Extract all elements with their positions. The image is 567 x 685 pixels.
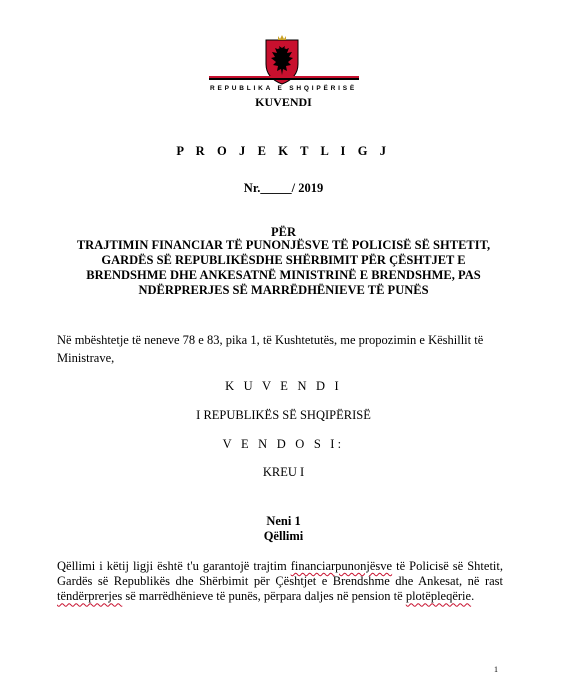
article-number: Neni 1 [266,514,301,528]
spellcheck-word: tëndërprerjes [57,589,123,604]
law-title-line: NDËRPRERJES SË MARRËDHËNIEVE TË PUNËS [138,283,429,297]
preamble: Në mbështetje të neneve 78 e 83, pika 1, të Kushtetutës, me propozimin e Këshillit të Ministrave, [57,333,484,365]
law-title-line: GARDËS SË REPUBLIKËSDHE SHËRBIMIT PËR ÇËSHTJET E [101,253,466,267]
republika-heading: I REPUBLIKËS SË SHQIPËRISË [196,408,371,422]
law-title-line: TRAJTIMIN FINANCIAR TË PUNONJËSVE TË POLICISË SË SHTETIT, [76,238,491,252]
page-number: 1 [494,665,498,674]
article-text: . [471,589,475,604]
vendosi-heading: V E N D O S I: [222,437,345,451]
header-rule-black [209,78,359,80]
law-title [0,238,567,298]
header-rule [209,76,359,80]
article-text: Qëllimi i këtij ligji është t'u garantojë trajtim [57,559,291,573]
article-text: të Policisë së Shtetit, Gardës së Republikës dhe Shërbimit për Çështjet e Brendshme dhe Ankesat, në rast [57,559,503,589]
spellcheck-word: plotëpleqërie [405,589,472,604]
spellcheck-word: financiarpunonjësve [290,559,393,573]
title-per: PËR [271,225,296,239]
institution-name: KUVENDI [255,95,312,109]
article-title: Qëllimi [263,529,304,543]
document-number: Nr._____/ 2019 [243,181,324,195]
kuvendi-heading: K U V E N D I [225,379,342,393]
article-body [57,559,503,605]
chapter-heading: KREU I [262,465,305,479]
republic-name: REPUBLIKA E SHQIPËRISË [210,85,357,92]
document-type: P R O J E K T L I G J [176,144,391,158]
law-title-line: BRENDSHME DHE ANKESATNË MINISTRINË E BRENDSHME, PAS [86,268,481,282]
article-heading [0,514,567,544]
article-text: së marrëdhënieve të punës, përpara daljes në pension të [122,589,406,604]
